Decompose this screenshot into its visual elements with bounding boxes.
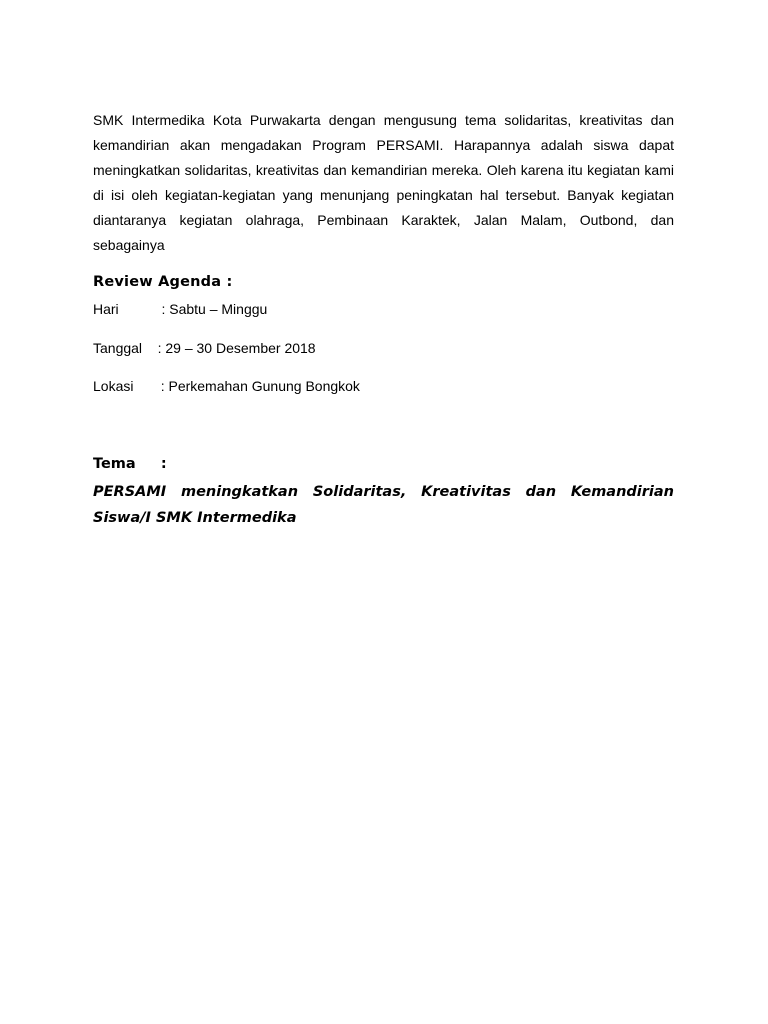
intro-paragraph: SMK Intermedika Kota Purwakarta dengan mengusung tema solidaritas, kreativitas dan kemandirian akan mengadakan Program PERSAMI. Harapannya adalah siswa dapat meningkatkan solidaritas, kreativitas dan kemandirian mereka. Oleh karena itu kegiatan kami di isi oleh kegiatan-kegiatan yang menunjang peningkatan hal tersebut. Banyak kegiatan diantaranya kegiatan olahraga, Pembinaan Karaktek, Jalan Malam, Outbond, dan sebagainya (93, 112, 674, 253)
agenda-day-row: Hari : Sabtu – Minggu (93, 301, 268, 317)
agenda-location-row: Lokasi : Perkemahan Gunung Bongkok (93, 378, 360, 394)
theme-text: PERSAMI meningkatkan Solidaritas, Kreativitas dan Kemandirian Siswa/I SMK Intermedika (93, 484, 674, 526)
agenda-date-row: Tanggal : 29 – 30 Desember 2018 (93, 340, 316, 356)
agenda-heading: Review Agenda : (93, 274, 233, 290)
document-content (93, 108, 674, 531)
theme-heading: Tema : (93, 456, 167, 472)
